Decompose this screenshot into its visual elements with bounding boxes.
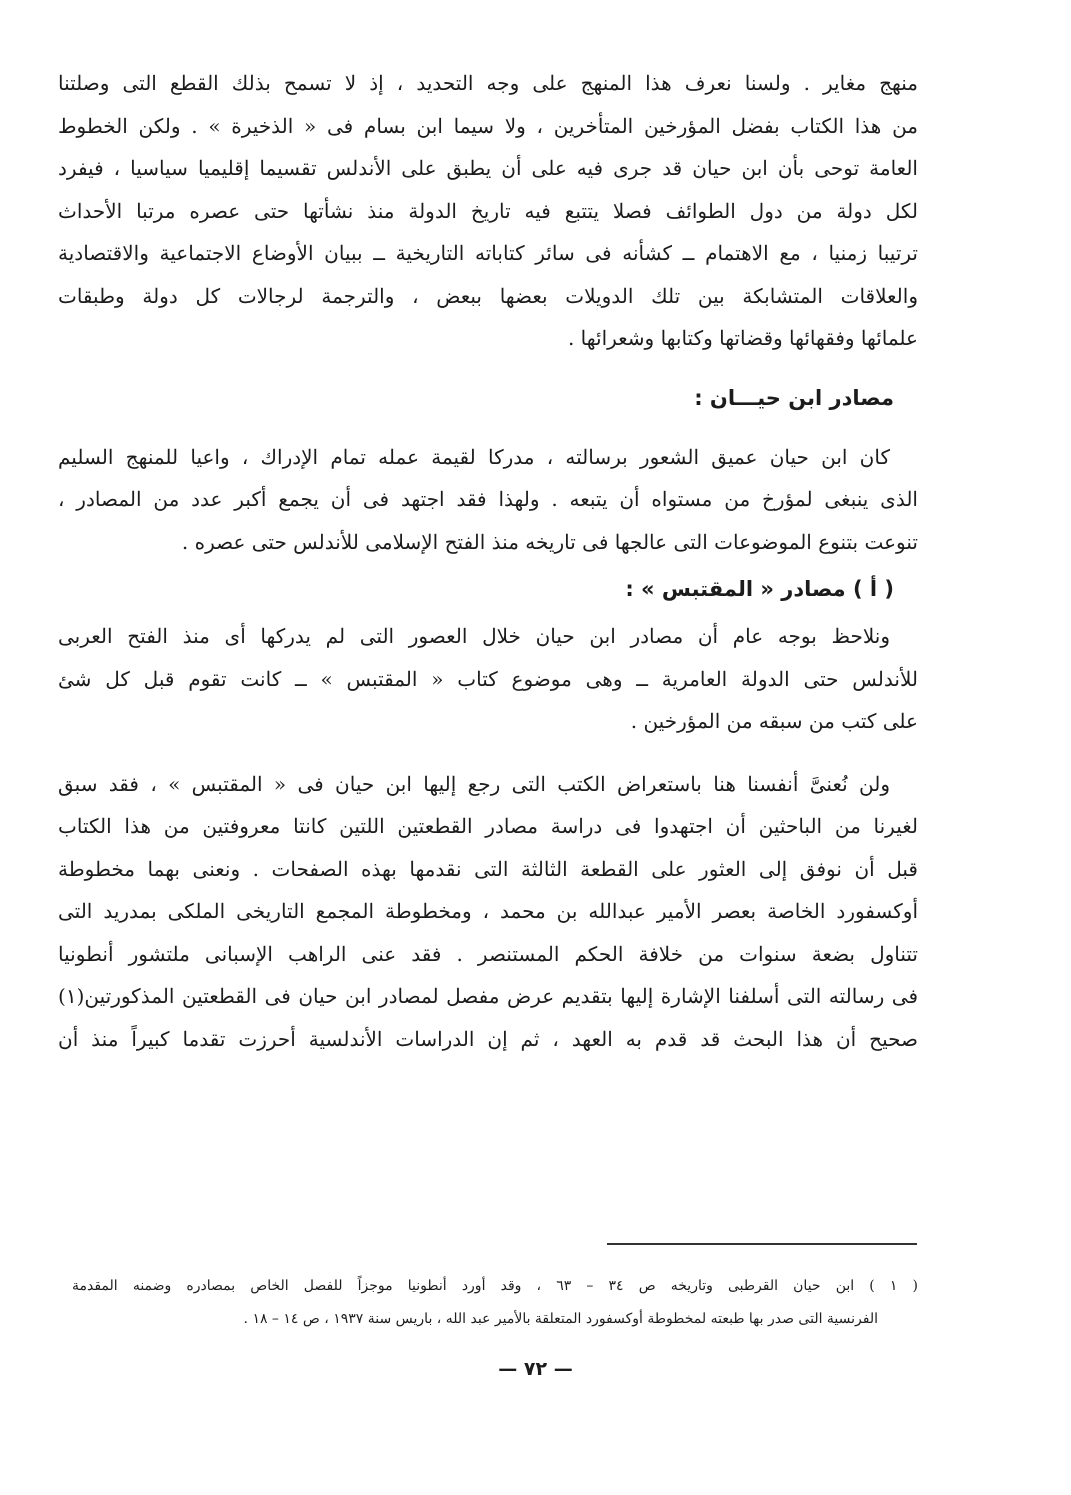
footnote-divider (607, 1243, 917, 1245)
text-line: ترتيبا زمنيا ، مع الاهتمام ــ كشأنه فى سائر كتاباته التاريخية ــ ببيان الأوضاع الاجتماعية والاقتصادية (58, 241, 918, 265)
text-line: من هذا الكتاب بفضل المؤرخين المتأخرين ، ولا سيما ابن بسام فى « الذخيرة » . ولكن الخطوط (58, 113, 919, 138)
text-line: تنوعت بتنوع الموضوعات التى عالجها فى تاريخه منذ الفتح الإسلامى للأندلس حتى عصره . (181, 529, 918, 554)
text-line: للأندلس حتى الدولة العامرية ــ وهى موضوع كتاب « المقتبس » ــ كانت تقوم قبل كل شئ (58, 666, 918, 691)
text-line: منهج مغاير . ولسنا نعرف هذا المنهج على وجه التحديد ، إذ لا تسمح بذلك القطع التى وصلتنا (58, 71, 918, 95)
footnote (72, 1270, 918, 1336)
text-line: كان ابن حيان عميق الشعور برسالته ، مدركا لقيمة عمله تمام الإدراك ، واعيا للمنهج السليم (58, 444, 890, 469)
section-heading-sources: مصادر ابن حيـــان : (694, 385, 894, 410)
page-number: — ٧٢ — (498, 1358, 573, 1380)
text-line: علمائها وفقهائها وقضاتها وكتابها وشعرائها . (567, 326, 918, 350)
paragraph-1 (58, 62, 918, 360)
paragraph-4 (58, 763, 918, 1061)
section-heading-muqtabis: ( أ ) مصادر « المقتبس » : (625, 577, 894, 601)
paragraph-2 (58, 436, 918, 564)
text-line: فى رسالته التى أسلفنا الإشارة إليها بتقديم عرض مفصل لمصادر ابن حيان فى القطعتين المذكورتين(١) (58, 984, 918, 1008)
text-line: والعلاقات المتشابكة بين تلك الدويلات بعضها ببعض ، والترجمة لرجالات كل دولة وطبقات (58, 283, 918, 308)
text-line: على كتب من سبقه من المؤرخين . (630, 709, 918, 733)
paragraph-3 (58, 615, 918, 743)
paragraph-gap (58, 743, 918, 763)
footnote-line: ( ١ ) ابن حيان القرطبى وتاريخه ص ٣٤ – ٦٣ ، وقد أورد أنطونيا موجزاً للفصل الخاص بمصادره وضمنه المقدمة (72, 1278, 919, 1294)
text-line: لغيرنا من الباحثين أن اجتهدوا فى دراسة مصادر القطعتين اللتين كانتا معروفتين من هذا الكتاب (58, 814, 918, 838)
text-line: أوكسفورد الخاصة بعصر الأمير عبدالله بن محمد ، ومخطوطة المجمع التاريخى الملكى بمدريد التى (58, 899, 919, 923)
text-line: تتناول بضعة سنوات من خلافة الحكم المستنصر . فقد عنى الراهب الإسبانى ملتشور أنطونيا (58, 941, 918, 966)
text-line: الذى ينبغى لمؤرخ من مستواه أن يتبعه . ولهذا فقد اجتهد فى أن يجمع أكبر عدد من المصادر ، (58, 487, 918, 511)
text-line: صحيح أن هذا البحث قد قدم به العهد ، ثم إن الدراسات الأندلسية أحرزت تقدما كبيراً منذ أن (58, 1026, 918, 1051)
footnote-line: الفرنسية التى صدر بها طبعته لمخطوطة أوكسفورد المتعلقة بالأمير عبد الله ، باريس سنة ١٩٣٧ ، ص ١٤ – ١٨ . (243, 1311, 878, 1327)
text-line: لكل دولة من دول الطوائف فصلا يتتبع فيه تاريخ الدولة منذ نشأتها حتى عصره مرتبا الأحداث (58, 198, 918, 223)
text-line: قبل أن نوفق إلى العثور على القطعة الثالثة التى نقدمها بهذه الصفحات . ونعنى بهما مخطوطة (58, 856, 918, 881)
page-body (58, 62, 918, 1060)
text-line: ولن نُعنىَّ أنفسنا هنا باستعراض الكتب التى رجع إليها ابن حيان فى « المقتبس » ، فقد سبق (58, 771, 890, 796)
text-line: ونلاحظ بوجه عام أن مصادر ابن حيان خلال العصور التى لم يدركها أى منذ الفتح العربى (58, 624, 890, 648)
text-line: العامة توحى بأن ابن حيان قد جرى فيه على أن يطبق على الأندلس تقسيما إقليميا سياسيا ، فيفرد (58, 156, 918, 180)
